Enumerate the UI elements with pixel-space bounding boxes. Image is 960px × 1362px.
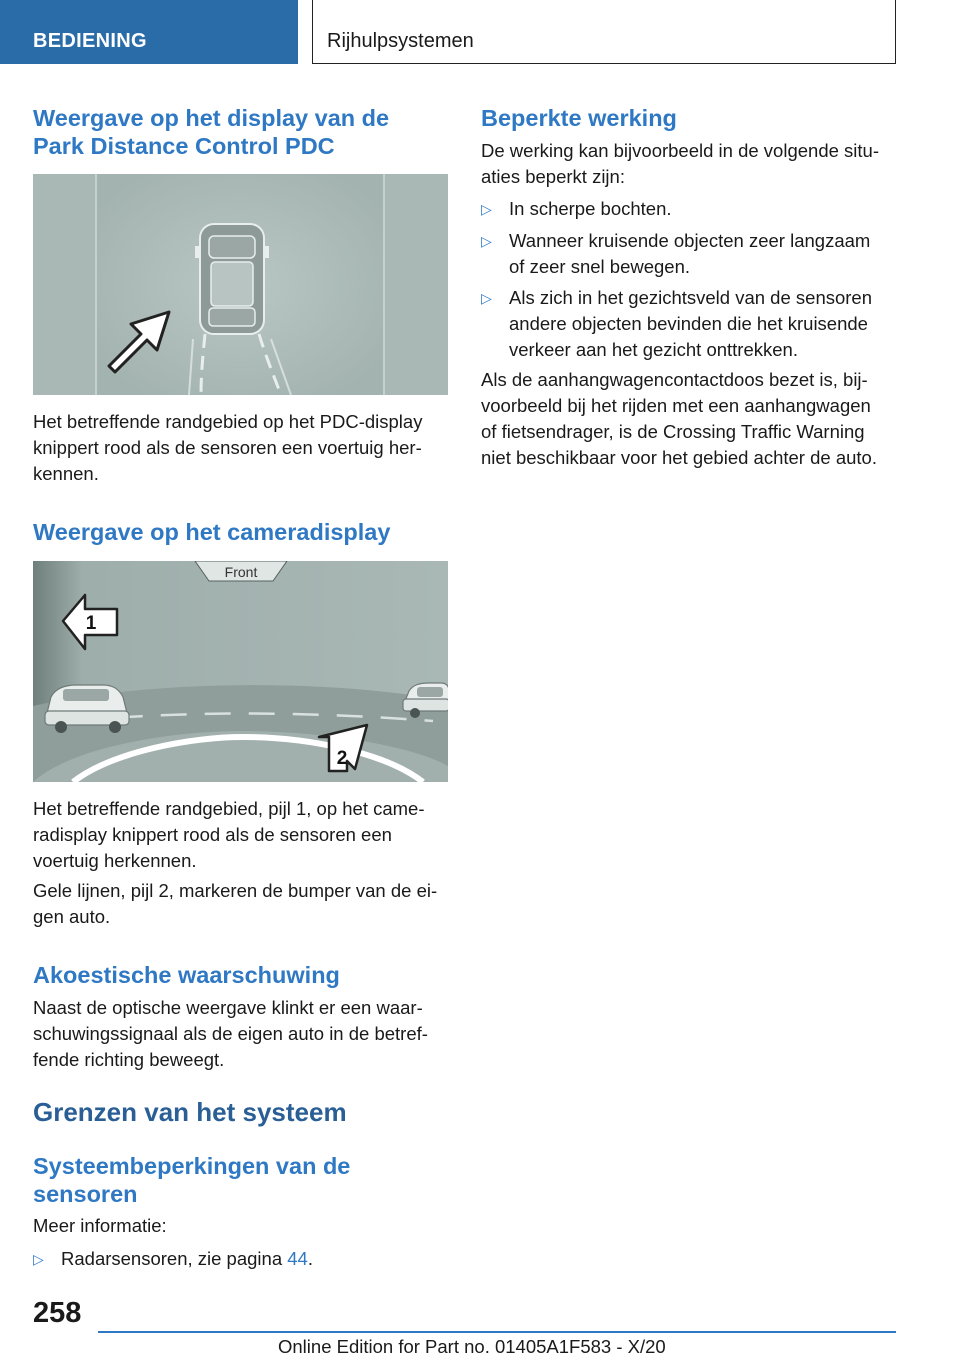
trailer-note (481, 367, 896, 471)
edition-text: Online Edition for Part no. 01405A1F583 - X/20 (278, 1336, 666, 1357)
heading-line: sensoren (33, 1181, 138, 1207)
text-line: De werking kan bijvoorbeeld in de volgende situ- (481, 140, 879, 161)
text-line: Als zich in het gezichtsveld van de sensoren (509, 287, 873, 308)
heading-line: Park Distance Control PDC (33, 133, 335, 159)
pdc-description (33, 409, 448, 487)
text-line: verkeer aan het gezicht onttrekken. (509, 339, 798, 360)
pdc-illustration (33, 174, 448, 395)
bullet-text (509, 196, 672, 222)
text-line: In scherpe bochten. (509, 198, 672, 219)
text-line: aties beperkt zijn: (481, 166, 625, 187)
text-line: Naast de optische weergave klinkt er een waar- (33, 997, 423, 1018)
camera-description-2 (33, 878, 448, 930)
chapter-box (312, 0, 896, 64)
text-line: Het betreffende randgebied op het PDC-display (33, 411, 423, 432)
heading-system-limits: Grenzen van het systeem (33, 1097, 347, 1127)
bullet-crossing-speed (481, 228, 896, 280)
heading-acoustic-warning: Akoestische waarschuwing (33, 962, 340, 988)
bullet-sharp-bends (481, 196, 896, 222)
limited-intro (481, 138, 896, 190)
text-line: radisplay knippert rood als de sensoren een (33, 824, 392, 845)
text-line: gen auto. (33, 906, 111, 927)
text-line: Als de aanhangwagencontactdoos bezet is, bij- (481, 369, 868, 390)
bullet-obstructed-view (481, 285, 896, 363)
bullet-end: . (307, 1248, 313, 1269)
bullet-text (509, 228, 870, 280)
bullet-triangle-icon: ▷ (481, 201, 492, 217)
text-line: niet beschikbaar voor het gebied achter de auto. (481, 447, 877, 468)
heading-sensor-limits (33, 1152, 350, 1208)
pdc-display-figure (33, 174, 448, 395)
text-line: voertuig herkennen. (33, 850, 197, 871)
chapter-title: Rijhulpsystemen (327, 30, 474, 52)
text-line: voorbeeld bij het rijden met een aanhangwagen (481, 395, 871, 416)
heading-camera-display: Weergave op het cameradisplay (33, 519, 391, 545)
text-line: andere objecten bevinden die het kruisende (509, 313, 868, 334)
car-top-view-icon (195, 224, 269, 334)
bullet-triangle-icon: ▷ (481, 290, 492, 306)
text-line: of fietsendrager, is de Crossing Traffic Warning (481, 421, 865, 442)
heading-line: Weergave op het display van de (33, 105, 390, 131)
front-label-text: Front (224, 564, 258, 580)
heading-limited-function: Beperkte werking (481, 105, 677, 131)
callout-1-label: 1 (85, 613, 97, 634)
text-line: Het betreffende randgebied, pijl 1, op het came- (33, 798, 425, 819)
bullet-text (509, 285, 872, 363)
heading-line: Systeembeperkingen van de (33, 1153, 351, 1179)
page-link-44[interactable]: 44 (287, 1248, 308, 1269)
bullet-triangle-icon: ▷ (33, 1251, 44, 1267)
section-tab (0, 0, 298, 64)
heading-pdc-display (33, 104, 389, 160)
text-line: kennen. (33, 463, 99, 484)
more-info-text: Meer informatie: (33, 1215, 167, 1236)
bullet-label: Radarsensoren, zie pagina (61, 1248, 288, 1269)
text-line: knippert rood als de sensoren een voertuig her- (33, 437, 422, 458)
text-line: of zeer snel bewegen. (509, 256, 691, 277)
bullet-text (61, 1246, 313, 1272)
acoustic-description (33, 995, 448, 1073)
bullet-radar-sensors (33, 1246, 448, 1272)
footer-rule (98, 1331, 896, 1333)
front-label (195, 561, 287, 581)
section-title: BEDIENING (33, 30, 147, 52)
page-number: 258 (33, 1297, 82, 1329)
text-line: schuwingssignaal als de eigen auto in de betref- (33, 1023, 428, 1044)
camera-description-1 (33, 796, 448, 874)
text-line: Gele lijnen, pijl 2, markeren de bumper van de ei- (33, 880, 438, 901)
text-line: Wanneer kruisende objecten zeer langzaam (509, 230, 871, 251)
text-line: fende richting beweegt. (33, 1049, 225, 1070)
camera-illustration (33, 561, 448, 782)
camera-display-figure (33, 561, 448, 782)
bullet-triangle-icon: ▷ (481, 233, 492, 249)
callout-2-label: 2 (336, 748, 348, 769)
